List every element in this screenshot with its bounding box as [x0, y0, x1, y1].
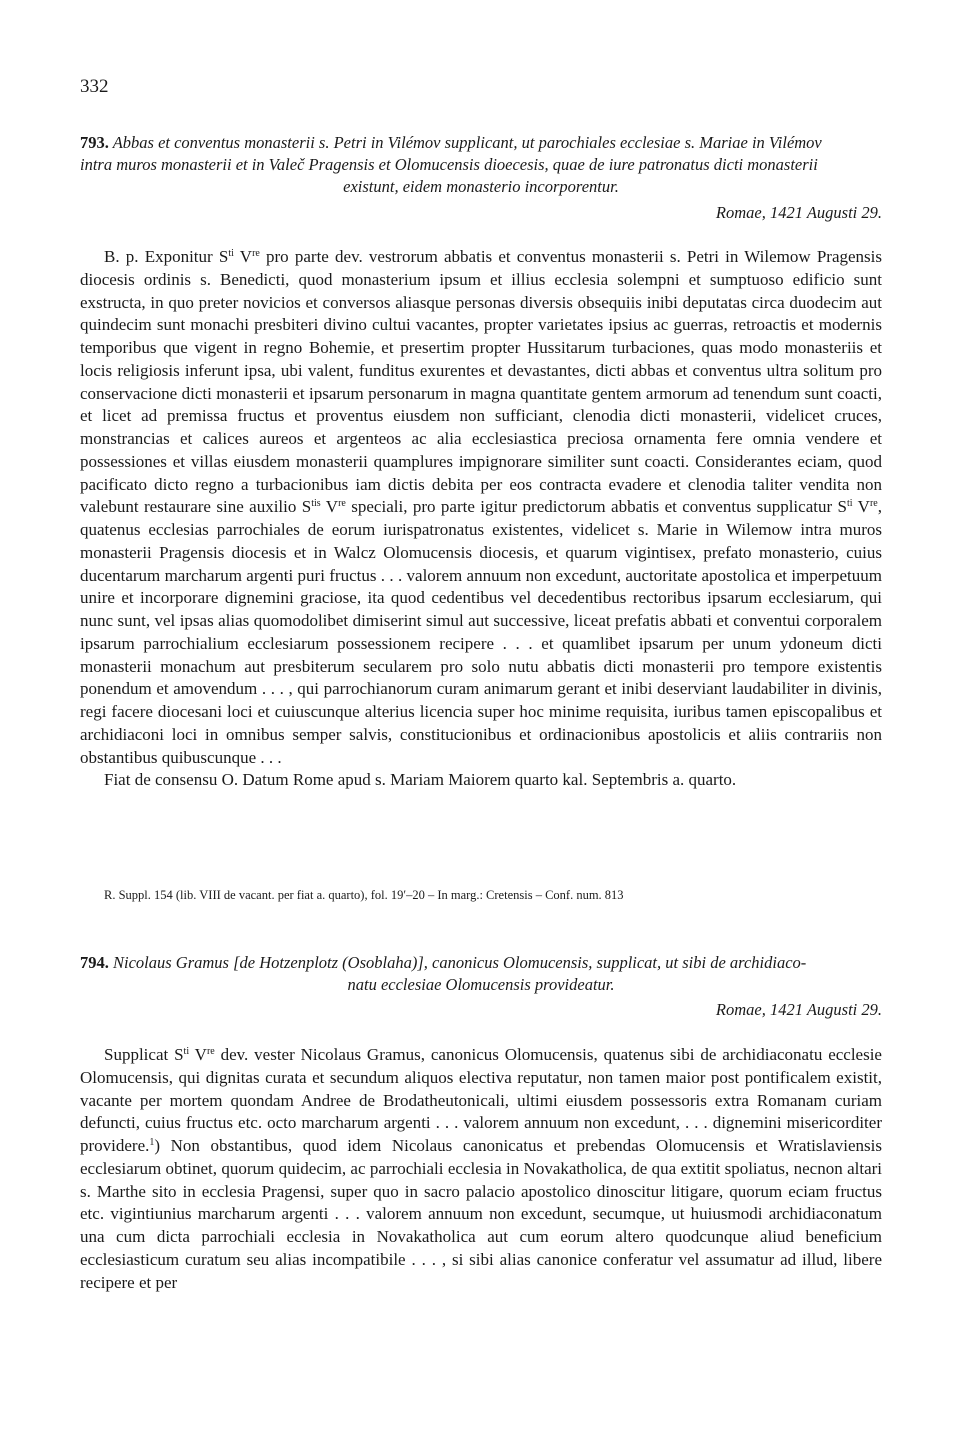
text-run: speciali, pro parte igitur predictorum abbatis et conventus supplicatur S — [345, 497, 847, 517]
entry-793-fiat: Fiat de consensu O. Datum Rome apud s. Mariam Maiorem quarto kal. Septembris a. quarto. — [104, 770, 737, 790]
text-run: V — [233, 247, 253, 266]
entry-793-dateline: Romae, 1421 Augusti 29. — [715, 203, 882, 222]
entry-793-heading-line3: existunt, eidem monasterio incorporentur. — [343, 177, 619, 196]
superscript: ti — [228, 248, 234, 259]
entry-793-paragraph — [80, 246, 882, 769]
text-run: B. p. Exponitur S — [104, 247, 229, 266]
superscript: ti — [183, 1046, 190, 1057]
superscript: tis — [311, 498, 321, 510]
entry-794-heading — [80, 952, 882, 996]
superscript: re — [869, 498, 878, 510]
text-run: V — [852, 497, 870, 517]
superscript: re — [252, 248, 260, 259]
text-run: Supplicat S — [104, 1045, 184, 1064]
entry-793-number: 793. — [80, 133, 109, 152]
entry-793-heading-text1: Abbas et conventus monasterii s. Petri in Vilémov supplicant, ut parochiales ecclesiae s. Mariae in Vilémov — [108, 133, 822, 152]
entry-793-heading-line2: intra muros monasterii et in Valeč Pragensis et Olomucensis dioecesis, quae de iure patronatus dicti monasterii — [80, 155, 818, 174]
text-run: V — [320, 497, 339, 517]
page-number: 332 — [80, 76, 109, 97]
entry-793-heading — [80, 132, 882, 198]
footnote-marker: 1 — [149, 1137, 155, 1148]
superscript: re — [338, 498, 346, 510]
entry-793-reference: R. Suppl. 154 (lib. VIII de vacant. per fiat a. quarto), fol. 19′–20 – In marg.: Cretensis – Conf. num. 813 — [104, 888, 624, 902]
text-run: ) Non obstantibus, quod idem Nicolaus canonicatus et prebendas Olomucensis et Wratislaviensis ecclesiarum obtinet, quorum quidecim, ac parrochiali ecclesia in Novakatholica, de qua extitit spoliatus, necnon altari s. Marthe sito in ecclesia Pragensi, super quo in sacro palacio apostolico dinoscitur litigare, quorum eciam fructus etc. vigintiunius marcharum argenti . . . valorem annuum non excedunt, secumque, ut huiusmodi archidiaconatum una cum dicta parrochiali ecclesia in Novakatholica aut cum eorum altero quodcunque aliud beneficium ecclesiasticum curatum seu alias incompatibile . . . , si sibi alias canonice conferatur vel assumatur ad illud, libere recipere et per — [80, 1136, 882, 1292]
entry-794-heading-text1: Nicolaus Gramus [de Hotzenplotz (Osoblaha)], canonicus Olomucensis, supplicat, ut sibi de archidiaco- — [108, 953, 807, 972]
entry-793-heading-line1 — [80, 132, 882, 154]
entry-794-number: 794. — [80, 953, 109, 972]
superscript: ti — [847, 498, 853, 510]
entry-794-paragraph — [80, 1044, 882, 1294]
entry-793-body — [80, 246, 882, 792]
text-run: V — [189, 1045, 207, 1064]
text-run: dev. vester Nicolaus Gramus, canonicus Olomucensis, quatenus sibi de archidiaconatu ecclesie Olomucensis, qui dignitas curata et secundum aliquos electiva reputatur, non tamen maior post pontificalem existit, vacante per mortem quondam Andree de Brodatheutonicali, ultimi eiusdem possessoris extra Romanam curiam defuncti, cuius fructus etc. octo marcharum argenti . . . valorem annuum non excedunt, . . . dignemini misericorditer providere. — [80, 1045, 882, 1155]
text-run: , quatenus ecclesias parrochiales de eorum iurispatronatus existentes, videlicet s. Marie in Wilemow intra muros monasterii Pragensis diocesis et in Walcz Olomucensis diocesis, et quarum vigintisex, prefato monasterio, cuius ducentarum marcharum argenti puri fructus . . . valorem annuum non excedunt, auctoritate apostolica et imperpetuum unire et incorporare dignemini graciose, ita quod cedentibus vel decedentibus rectoribus ipsarum ecclesiarum, qui nunc sunt, vel ipsas alias quomodolibet dimiserint simul aut successive, liceat prefatis abbati et conventui corporalem ipsarum parrochialium ecclesiarum possessionem recipere . . . et quamlibet ipsarum per unum ydoneum dicti monasterii monachum aut presbiterum secularem pro solo nutu abbatis dicti monasterii pro tempore existentis ponendum et amovendum . . . , qui parrochianorum curam animarum gerant et inibi deserviant laudabiliter in divinis, regi facere diocesani loci et cuiuscunque alterius licencia super hoc minime requisita, iuribus tamen episcopalibus et archidiaconi loci in omnibus semper salvis, constitucionibus et ordinacionibus apostolicis et aliis contrariis non obstantibus quibuscunque . . . — [80, 497, 882, 767]
text-run: pro parte dev. vestrorum abbatis et conventus monasterii s. Petri in Wilemow Pragensis diocesis ordinis s. Benedicti, quod monasterium ipsum et illius ecclesia solempni et sumptuoso edificio sunt exstructa, in quo preter novicios et conversos aliasque personas diversis obsequiis inibi deputatas circa duodecim aut quindecim sunt monachi presbiteri divino cultui vacantes, propter varietates ipsius ac guerras, retroactis et modernis temporibus que vigent in regno Bohemie, et presertim propter Hussitarum turbaciones, quas modo monasteriis et locis religiosis inferunt ipsa, ubi valent, funditus exurentes et devastantes, dicti abbas et conventus ultra solitum pro conservacione dicti monasterii et ipsarum personarum in magna quantitate gentem armorum ad tenendum sunt coacti, et licet ad premissa fructus et proventus eiusdem non sufficiant, clenodia dicti monasterii, videlicet cruces, monstrancias et calices aureos et argenteos ac alia ecclesiastica preciosa ornamenta fere omnia vendere et possessiones et villas eiusdem monasterii quamplures impignorare similiter sunt coacti. Considerantes eciam, quod pacificato dicto regno a turbacionibus iam dictis debita per eos contracta evadere et clenodia taliter vendita non valebunt restaurare sine auxilio S — [80, 247, 882, 517]
entry-794-dateline: Romae, 1421 Augusti 29. — [715, 1000, 882, 1019]
superscript: re — [206, 1046, 215, 1057]
entry-794-heading-line2: natu ecclesiae Olomucensis provideatur. — [347, 975, 615, 994]
entry-794-heading-line1 — [80, 952, 882, 974]
entry-794-body — [80, 1044, 882, 1294]
